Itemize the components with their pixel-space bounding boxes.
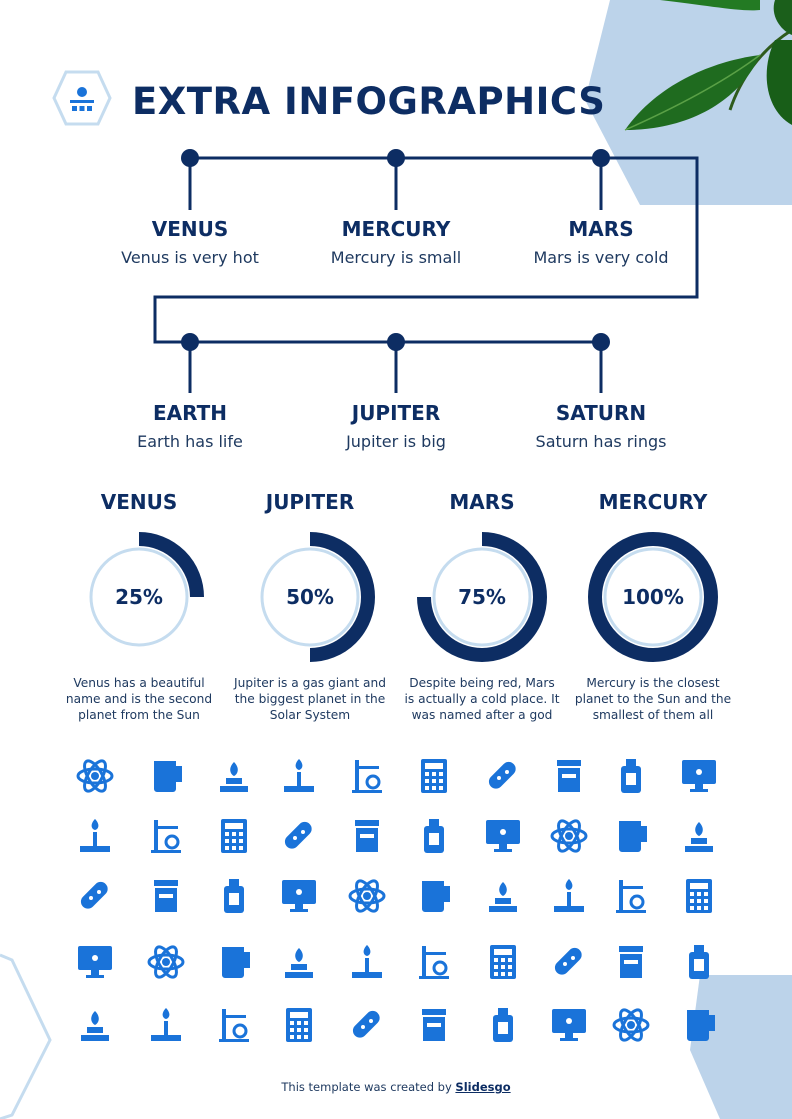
desc-line: Solar System xyxy=(269,708,351,722)
timeline-name-jupiter: JUPITER xyxy=(351,401,441,425)
desc-line: planet to the Sun and the xyxy=(574,692,732,706)
desc-line: Mercury is the closest xyxy=(586,676,720,690)
timeline-name-earth: EARTH xyxy=(152,401,228,425)
desc-line: planet from the Sun xyxy=(78,708,200,722)
progress-desc-mars xyxy=(402,675,562,723)
timeline-dot xyxy=(387,149,405,167)
progress-name-venus: VENUS xyxy=(100,490,178,514)
progress-value-mercury: 100% xyxy=(622,585,684,609)
footer-credit xyxy=(0,1080,792,1094)
progress-value-jupiter: 50% xyxy=(286,585,334,609)
desc-line: Jupiter is a gas giant and xyxy=(234,676,386,690)
progress-value-venus: 25% xyxy=(115,585,163,609)
timeline-desc-mercury: Mercury is small xyxy=(330,248,462,267)
desc-line: smallest of them all xyxy=(592,708,714,722)
desc-line: is actually a cold place. It xyxy=(404,692,560,706)
desc-line: was named after a god xyxy=(411,708,553,722)
hex-outline-left xyxy=(0,955,50,1119)
timeline-desc-venus: Venus is very hot xyxy=(121,248,259,267)
footer-text: This template was created by xyxy=(281,1080,456,1094)
timeline-desc-earth: Earth has life xyxy=(137,432,243,451)
progress-desc-jupiter xyxy=(230,675,390,723)
timeline-dot xyxy=(181,333,199,351)
timeline-name-saturn: SATURN xyxy=(555,401,647,425)
timeline-name-mars: MARS xyxy=(568,217,634,241)
timeline-dot xyxy=(387,333,405,351)
progress-name-mars: MARS xyxy=(449,490,515,514)
timeline-dot xyxy=(592,149,610,167)
timeline-name-venus: VENUS xyxy=(151,217,229,241)
progress-desc-venus xyxy=(59,675,219,723)
progress-name-mercury: MERCURY xyxy=(598,490,708,514)
timeline-desc-jupiter: Jupiter is big xyxy=(346,432,446,451)
page-title: EXTRA INFOGRAPHICS xyxy=(132,80,606,123)
desc-line: the biggest planet in the xyxy=(234,692,386,706)
timeline-desc-mars: Mars is very cold xyxy=(533,248,669,267)
timeline-dot xyxy=(592,333,610,351)
hex-bottom-right xyxy=(690,975,792,1119)
progress-desc-mercury xyxy=(573,675,733,723)
timeline-desc-saturn: Saturn has rings xyxy=(535,432,667,451)
footer-brand-link[interactable]: Slidesgo xyxy=(455,1080,511,1094)
progress-value-mars: 75% xyxy=(458,585,506,609)
progress-name-jupiter: JUPITER xyxy=(265,490,355,514)
timeline-name-mercury: MERCURY xyxy=(341,217,451,241)
desc-line: name and is the second xyxy=(65,692,213,706)
desc-line: Despite being red, Mars xyxy=(409,676,555,690)
desc-line: Venus has a beautiful xyxy=(73,676,205,690)
timeline-dot xyxy=(181,149,199,167)
